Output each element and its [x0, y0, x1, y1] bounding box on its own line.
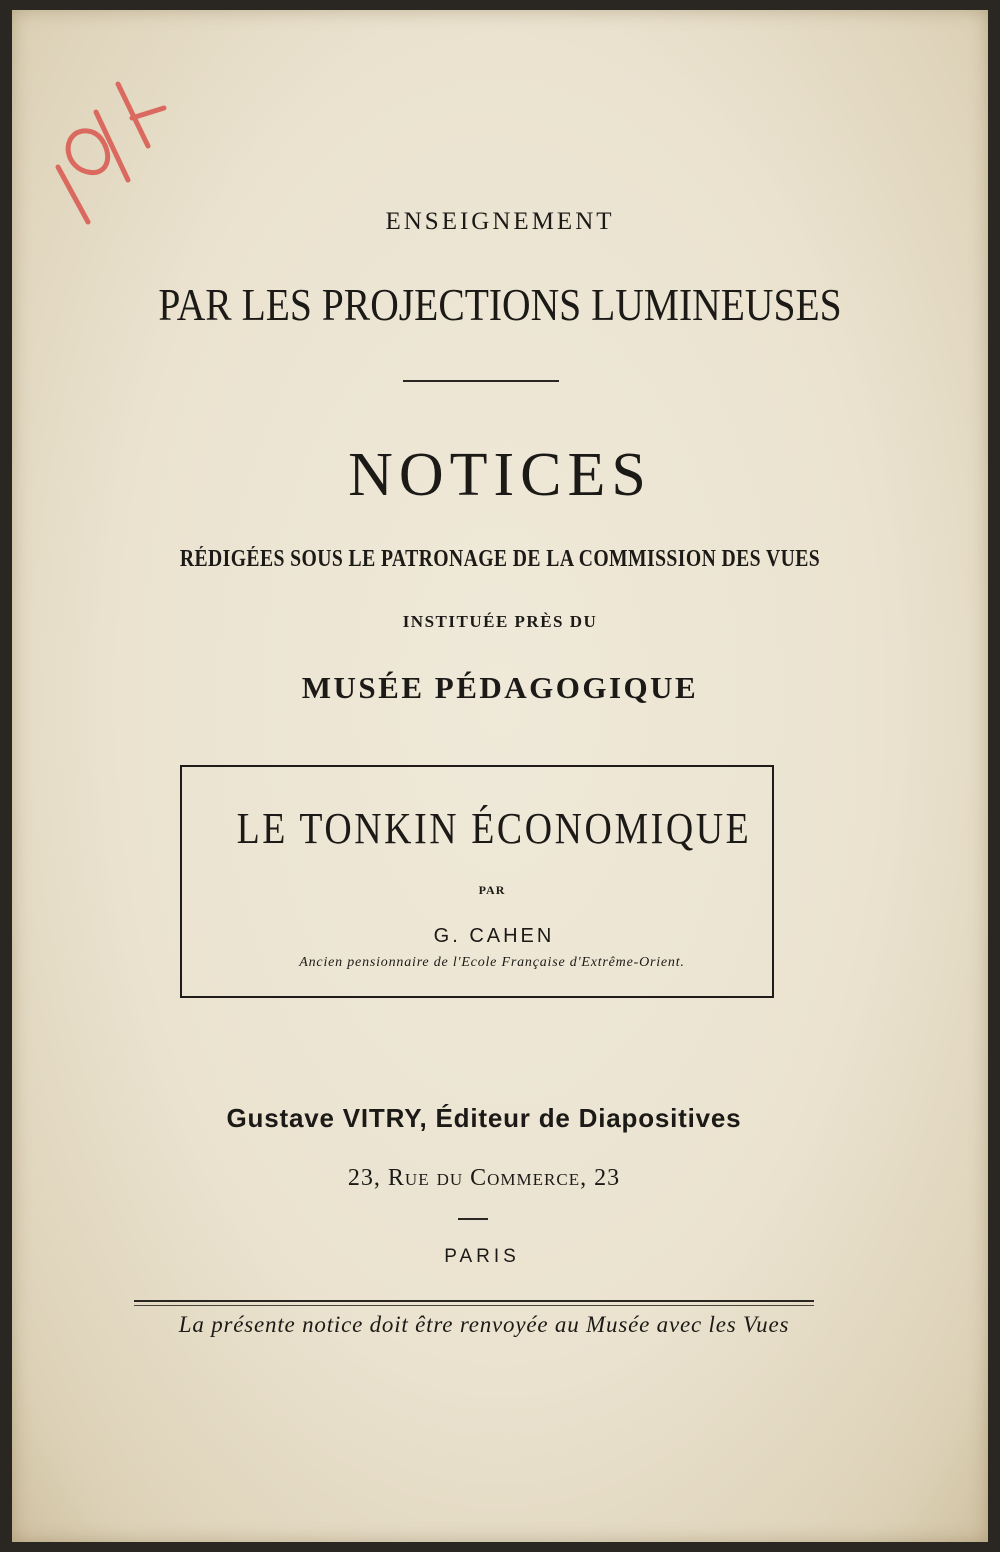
address-line: 23, Rue du Commerce, 23 [347, 1165, 621, 1191]
by-label: PAR [478, 883, 506, 897]
header-line-1: ENSEIGNEMENT [385, 208, 615, 235]
footer-note: La présente notice doit être renvoyée au Musée avec les Vues [178, 1312, 790, 1337]
city-line: PARIS [444, 1246, 520, 1267]
notices-subtitle: RÉDIGÉES SOUS LE PATRONAGE DE LA COMMISSION DES VUES [179, 546, 821, 572]
document-page [12, 10, 988, 1542]
museum-name: MUSÉE PÉDAGOGIQUE [301, 670, 699, 705]
header-line-2: PAR LES PROJECTIONS LUMINEUSES [158, 279, 842, 330]
instituted-line: INSTITUÉE PRÈS DU [402, 612, 598, 631]
small-divider [458, 1218, 488, 1220]
author-note: Ancien pensionnaire de l'Ecole Française d'Extrême-Orient. [299, 955, 685, 970]
author-name: G. CAHEN [433, 925, 555, 947]
notices-title: NOTICES [348, 441, 652, 509]
divider-rule [403, 380, 559, 382]
work-title: LE TONKIN ÉCONOMIQUE [236, 804, 752, 853]
footer-rule [134, 1300, 814, 1302]
publisher-line: Gustave VITRY, Éditeur de Diapositives [226, 1103, 742, 1133]
footer-rule-thin [134, 1305, 814, 1306]
